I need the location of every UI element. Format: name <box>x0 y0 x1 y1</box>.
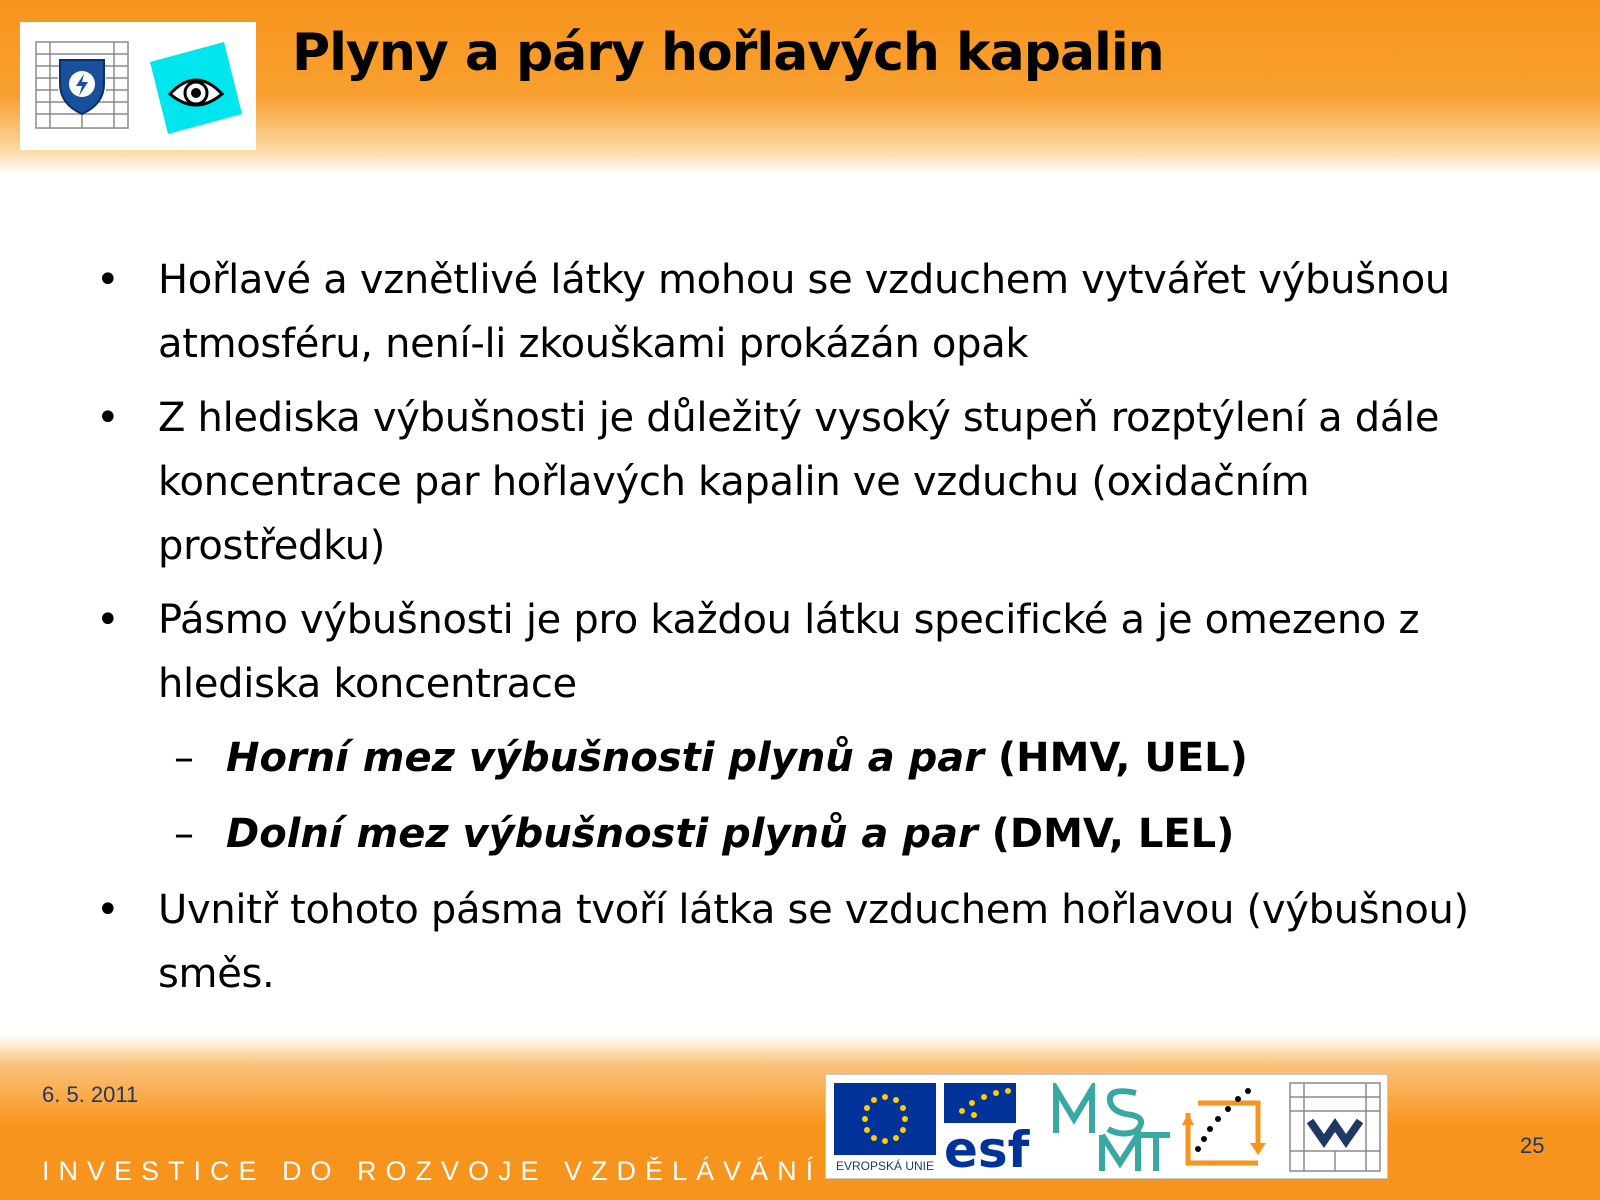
opvk-logo <box>1178 1083 1278 1173</box>
sub-bullet-item <box>90 726 1540 790</box>
bullet-dot: • <box>96 257 120 303</box>
sub-bullet-term: Dolní mez výbušnosti plynů a par <box>226 811 978 857</box>
vsb-logo <box>1288 1081 1382 1173</box>
bullet-dot: • <box>96 395 120 441</box>
eu-label: EVROPSKÁ UNIE <box>835 1159 935 1173</box>
sponsor-logos <box>825 1074 1388 1179</box>
header-logos <box>20 22 256 150</box>
bullet-item <box>90 386 1540 578</box>
esf-logo <box>944 1083 1044 1173</box>
sub-bullet-dash: – <box>174 811 194 857</box>
bullet-text: Uvnitř tohoto pásma tvoří látka se vzduchem hořlavou (výbušnou) směs. <box>158 887 1469 997</box>
bullet-item <box>90 878 1540 1006</box>
bullet-text: Hořlavé a vznětlivé látky mohou se vzduchem vytvářet výbušnou atmosféru, není-li zkouškami prokázán opak <box>158 257 1450 367</box>
slide-date: 6. 5. 2011 <box>42 1082 139 1107</box>
sub-bullet-dash: – <box>174 735 194 781</box>
sub-bullet-abbr: (DMV, LEL) <box>977 811 1235 857</box>
sub-bullet-abbr: (HMV, UEL) <box>983 735 1248 781</box>
slide-content <box>90 248 1540 1016</box>
sub-bullet-term: Horní mez výbušnosti plynů a par <box>226 735 984 781</box>
footer-tagline: INVESTICE DO ROZVOJE VZDĚLÁVÁNÍ <box>42 1156 823 1186</box>
bullet-item <box>90 248 1540 376</box>
svg-text:esf: esf <box>944 1121 1030 1173</box>
bullet-dot: • <box>96 597 120 643</box>
page-number: 25 <box>1520 1133 1545 1158</box>
slide-title: Plyny a páry hořlavých kapalin <box>292 23 1164 83</box>
eye-logo <box>148 40 244 136</box>
msmt-logo <box>1052 1083 1172 1173</box>
bullet-item <box>90 588 1540 716</box>
university-shield-logo <box>34 38 130 134</box>
bullet-text: Z hlediska výbušnosti je důležitý vysoký stupeň rozptýlení a dále koncentrace par hořlavých kapalin ve vzduchu (oxidačním prostředku) <box>158 395 1440 569</box>
sub-bullet-item <box>90 802 1540 866</box>
bullet-dot: • <box>96 887 120 933</box>
bullet-text: Pásmo výbušnosti je pro každou látku specifické a je omezeno z hlediska koncentrace <box>158 597 1420 707</box>
